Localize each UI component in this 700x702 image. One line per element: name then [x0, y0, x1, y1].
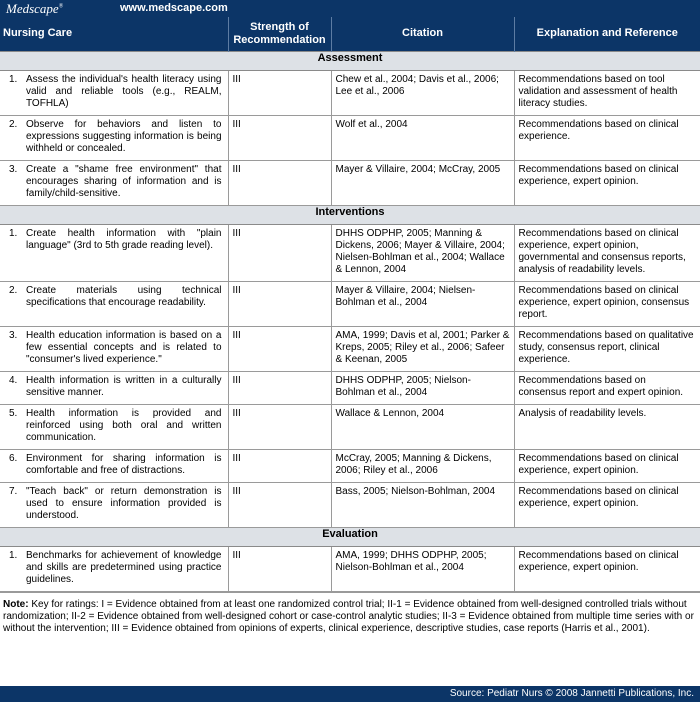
nursing-care-text: Create a "shame free environment" that encourages sharing of information and is family/child-sensitive.	[26, 163, 222, 199]
table-row	[0, 326, 700, 371]
section-title: Assessment	[0, 51, 700, 70]
explanation-cell: Recommendations based on consensus report and expert opinion.	[514, 371, 700, 404]
nursing-care-text: Benchmarks for achievement of knowledge and skills are predetermined using practice guidelines.	[26, 549, 222, 585]
citation-cell: Wolf et al., 2004	[331, 115, 514, 160]
strength-cell: III	[228, 371, 331, 404]
citation-cell: Wallace & Lennon, 2004	[331, 404, 514, 449]
column-header-explanation: Explanation and Reference	[514, 17, 700, 51]
item-number: 3.	[9, 163, 18, 175]
nursing-care-text: Health information is provided and reinforced using both oral and written communication.	[26, 407, 222, 443]
explanation-cell: Recommendations based on qualitative study, consensus report, clinical experience.	[514, 326, 700, 371]
item-number: 6.	[9, 452, 18, 464]
section-title: Interventions	[0, 205, 700, 224]
nursing-care-text: Create materials using technical specifications that encourage readability.	[26, 284, 222, 308]
item-number: 2.	[9, 284, 18, 296]
nursing-care-cell	[0, 404, 228, 449]
column-header-strength: Strength of Recommendation	[228, 17, 331, 51]
table-row	[0, 115, 700, 160]
explanation-cell: Recommendations based on clinical experience, expert opinion.	[514, 482, 700, 527]
source-footer: Source: Pediatr Nurs © 2008 Jannetti Publications, Inc.	[0, 686, 700, 702]
strength-cell: III	[228, 224, 331, 281]
note-label: Note:	[3, 598, 29, 610]
explanation-cell: Recommendations based on clinical experience, expert opinion, governmental and consensus reports, analysis of readability levels.	[514, 224, 700, 281]
item-number: 5.	[9, 407, 18, 419]
nursing-care-cell	[0, 371, 228, 404]
top-banner	[0, 0, 700, 17]
table-row	[0, 160, 700, 205]
nursing-care-text: Assess the individual's health literacy using valid and reliable tools (e.g., REALM, TOFHLA)	[26, 73, 222, 109]
table-row	[0, 70, 700, 115]
item-number: 2.	[9, 118, 18, 130]
section-header-row	[0, 205, 700, 224]
citation-cell: Mayer & Villaire, 2004; McCray, 2005	[331, 160, 514, 205]
citation-cell: Chew et al., 2004; Davis et al., 2006; Lee et al., 2006	[331, 70, 514, 115]
table-row	[0, 546, 700, 591]
note-text: Key for ratings: I = Evidence obtained from at least one randomized control trial; II-1 = Evidence obtained from well-designed controlled trials without randomization; II-2 = Evidence obtained from well-designed cohort or case-control analytic studies; II-3 = Evidence obtained from multiple time series with or without the intervention; III = Evidence obtained from opinions of experts, clinical experience, descriptive studies, case reports (Harris et al., 2001).	[3, 598, 694, 634]
citation-cell: AMA, 1999; DHHS ODPHP, 2005; Nielson-Bohlman et al., 2004	[331, 546, 514, 591]
item-number: 3.	[9, 329, 18, 341]
nursing-care-cell	[0, 70, 228, 115]
citation-cell: McCray, 2005; Manning & Dickens, 2006; Riley et al., 2006	[331, 449, 514, 482]
table-row	[0, 281, 700, 326]
ratings-note	[0, 592, 700, 640]
nursing-care-text: Create health information with "plain language" (3rd to 5th grade reading level).	[26, 227, 222, 251]
strength-cell: III	[228, 115, 331, 160]
nursing-care-text: Observe for behaviors and listen to expressions suggesting information is being withheld or concealed.	[26, 118, 222, 154]
explanation-cell: Recommendations based on clinical experience, expert opinion.	[514, 449, 700, 482]
nursing-care-cell	[0, 326, 228, 371]
column-header-citation: Citation	[331, 17, 514, 51]
explanation-cell: Recommendations based on clinical experience, expert opinion, consensus report.	[514, 281, 700, 326]
table-row	[0, 482, 700, 527]
strength-cell: III	[228, 281, 331, 326]
item-number: 4.	[9, 374, 18, 386]
nursing-care-cell	[0, 115, 228, 160]
explanation-cell: Recommendations based on clinical experience, expert opinion.	[514, 546, 700, 591]
strength-cell: III	[228, 404, 331, 449]
table-row	[0, 371, 700, 404]
explanation-cell: Analysis of readability levels.	[514, 404, 700, 449]
section-header-row	[0, 527, 700, 546]
table-header-row	[0, 17, 700, 51]
column-header-nursing-care: Nursing Care	[0, 17, 228, 51]
strength-cell: III	[228, 482, 331, 527]
item-number: 7.	[9, 485, 18, 497]
nursing-care-cell	[0, 160, 228, 205]
item-number: 1.	[9, 549, 18, 561]
explanation-cell: Recommendations based on clinical experience, expert opinion.	[514, 160, 700, 205]
nursing-care-text: Health education information is based on a few essential concepts and is related to "consumer's lived experience."	[26, 329, 222, 365]
guidelines-table	[0, 17, 700, 592]
section-header-row	[0, 51, 700, 70]
table-row	[0, 449, 700, 482]
explanation-cell: Recommendations based on tool validation and assessment of health literacy studies.	[514, 70, 700, 115]
table-row	[0, 224, 700, 281]
item-number: 1.	[9, 227, 18, 239]
citation-cell: AMA, 1999; Davis et al, 2001; Parker & Kreps, 2005; Riley et al., 2006; Safeer & Keenan, 2005	[331, 326, 514, 371]
nursing-care-text: "Teach back" or return demonstration is used to ensure information provided is understood.	[26, 485, 222, 521]
strength-cell: III	[228, 70, 331, 115]
nursing-care-cell	[0, 546, 228, 591]
citation-cell: DHHS ODPHP, 2005; Manning & Dickens, 2006; Mayer & Villaire, 2004; Nielsen-Bohlman et al., 2004; Wallace & Lennon, 2004	[331, 224, 514, 281]
citation-cell: Bass, 2005; Nielson-Bohlman, 2004	[331, 482, 514, 527]
registered-mark: ®	[58, 3, 64, 10]
explanation-cell: Recommendations based on clinical experience.	[514, 115, 700, 160]
nursing-care-cell	[0, 224, 228, 281]
nursing-care-text: Environment for sharing information is comfortable and free of distractions.	[26, 452, 222, 476]
site-url-link[interactable]: www.medscape.com	[120, 2, 228, 14]
strength-cell: III	[228, 546, 331, 591]
citation-cell: DHHS ODPHP, 2005; Nielson-Bohlman et al., 2004	[331, 371, 514, 404]
table-body	[0, 51, 700, 591]
section-title: Evaluation	[0, 527, 700, 546]
strength-cell: III	[228, 326, 331, 371]
table-row	[0, 404, 700, 449]
strength-cell: III	[228, 449, 331, 482]
nursing-care-cell	[0, 449, 228, 482]
nursing-care-cell	[0, 281, 228, 326]
nursing-care-text: Health information is written in a culturally sensitive manner.	[26, 374, 222, 398]
citation-cell: Mayer & Villaire, 2004; Nielsen-Bohlman et al., 2004	[331, 281, 514, 326]
item-number: 1.	[9, 73, 18, 85]
nursing-care-cell	[0, 482, 228, 527]
medscape-logo[interactable]: Medscape®	[6, 1, 64, 16]
strength-cell: III	[228, 160, 331, 205]
